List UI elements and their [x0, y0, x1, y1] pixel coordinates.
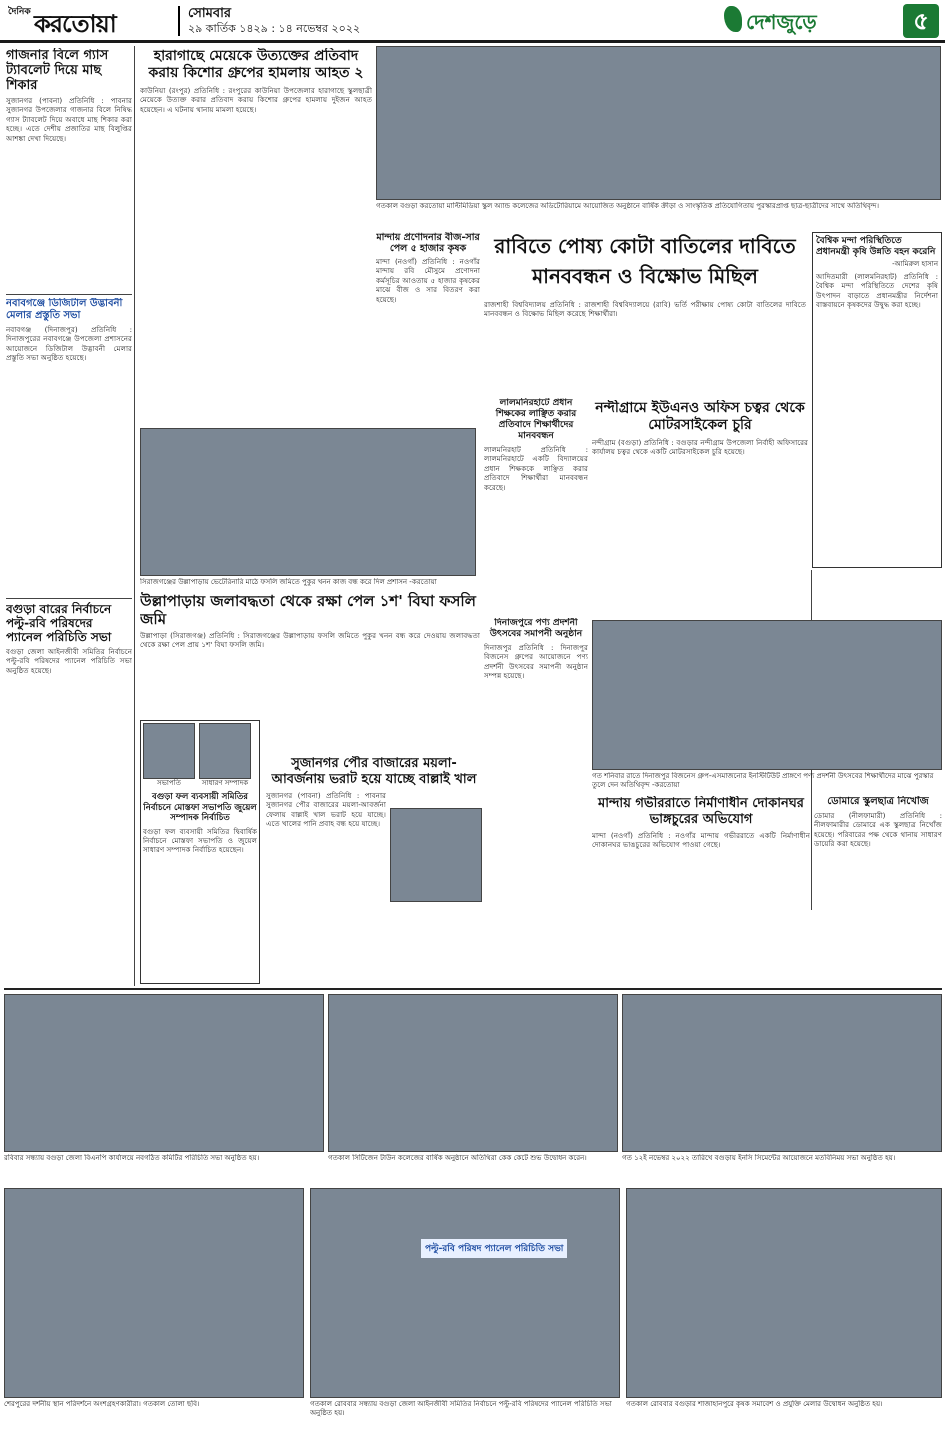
bottom-photo-5 — [310, 1188, 620, 1398]
page-number: ৫ — [903, 4, 939, 38]
article-lalmonirhat — [484, 398, 588, 616]
article-author: -আমিরুল হাসান — [892, 260, 938, 268]
field-photo-caption: সিরাজগঞ্জের উল্লাপাড়ায় ভেটেরিনারি মাঠে ফসলি জমিতে পুকুর খনন কাজ বন্ধ করে দিল প্রশাসন -করতোয়া — [140, 578, 437, 586]
field-photo — [140, 428, 476, 576]
article-headline: বৈশ্বিক মন্দা পরিস্থিতিতে প্রধানমন্ত্রী কৃষি উন্নতি বহন করেনি — [816, 236, 936, 257]
header-rule — [0, 40, 945, 43]
canal-photo — [390, 808, 482, 902]
dateline-date: ২৯ কার্তিক ১৪২৯ : ১৪ নভেম্বর ২০২২ — [188, 22, 361, 35]
article-body: নবাবগঞ্জ (দিনাজপুর) প্রতিনিধি : দিনাজপুরের নবাবগঞ্জে উপজেলা প্রশাসনের আয়োজনে ডিজিটাল উদ্ভাবনী মেলার প্রস্তুতি সভা অনুষ্ঠিত হয়েছে। — [6, 325, 132, 363]
fair-photo — [592, 620, 942, 770]
bottom-photo-1 — [4, 994, 324, 1152]
article-body: নন্দীগ্রাম (বগুড়া) প্রতিনিধি : বগুড়ার নন্দীগ্রাম উপজেলা নির্বাহী অফিসারের কার্যালয় চত্বর থেকে একটি মোটরসাইকেল চুরি হয়েছে। — [592, 438, 808, 457]
article-headline: বগুড়া বারের নির্বাচনে পল্টু-রবি পরিষদের প্যানেল পরিচিতি সভা — [6, 602, 112, 644]
article-headline: নবাবগঞ্জে ডিজিটাল উদ্ভাবনী মেলার প্রস্তুতি সভা — [6, 298, 123, 321]
article-manda-seed — [376, 232, 480, 428]
article-rabi-headline — [484, 234, 806, 298]
article-headline: বগুড়া ফল ব্যবসায়ী সমিতির নির্বাচনে মোস্তফা সভাপতি জুয়েল সম্পাদক নির্বাচিত — [143, 792, 257, 823]
article-headline: মান্দায় গভীররাতে নির্মাণাধীন দোকানঘর ভাঙ্গচুরের অভিযোগ — [598, 796, 804, 827]
article-headline: রাবিতে পোষ্য কোটা বাতিলের দাবিতে — [494, 234, 796, 258]
portrait-caption: সভাপতি — [157, 779, 181, 787]
article-nababganj — [6, 298, 132, 496]
article-headline: নন্দীগ্রামে ইউএনও অফিস চত্বর থেকে মোটরসাইকেল চুরি — [595, 400, 805, 433]
bottom-photo-3 — [622, 994, 942, 1152]
article-body: বগুড়া জেলা আইনজীবী সমিতির নির্বাচনে পল্টু-রবি পরিষদের প্যানেল পরিচিতি সভা অনুষ্ঠিত হয়েছে। — [6, 647, 132, 675]
article-manda — [592, 796, 810, 984]
masthead-small: দৈনিক — [8, 7, 31, 17]
masthead-title: করতোয়া — [34, 10, 116, 38]
column-rule — [134, 46, 135, 986]
article-body: দিনাজপুর প্রতিনিধি : দিনাজপুর বিজনেস গ্রুপের আয়োজনে পণ্য প্রদর্শনী উৎসবের সমাপনী অনুষ্ঠান সম্পন্ন হয়েছে। — [484, 643, 588, 681]
portrait-president — [143, 723, 195, 788]
masthead-divider — [178, 6, 180, 36]
article-dinajpur-fair — [484, 618, 588, 984]
article-headline: সুজানগর পৌর বাজারের ময়লা-আবর্জনায় ভরাট হয়ে যাচ্ছে বাল্লাই খাল — [271, 756, 477, 787]
portrait-secretary — [199, 723, 251, 788]
article-global — [812, 232, 942, 568]
bottom-caption-1: রবিবার সন্ধ্যায় বগুড়া জেলা বিএনপি কার্যালয়ে নবগঠিত কমিটির পরিচিতি সভা অনুষ্ঠিত হয়। — [4, 1154, 260, 1162]
article-body: বগুড়া ফল ব্যবসায়ী সমিতির দ্বিবার্ষিক নির্বাচনে মোস্তফা সভাপতি ও জুয়েল সাধারণ সম্পাদক নির্বাচিত হয়েছেন। — [143, 826, 257, 855]
section-divider — [4, 988, 942, 990]
portrait-caption: সাধারণ সম্পাদক — [201, 779, 249, 787]
bottom-photo-6 — [626, 1188, 942, 1398]
bottom-caption-2: গতকাল সিটিজেন টাউন কলেজের বার্ষিক অনুষ্ঠানে অতিথিরা কেক কেটে শুভ উদ্বোধন করেন। — [328, 1154, 587, 1162]
article-gajnar — [6, 48, 132, 292]
bottom-caption-6: গতকাল রোববার বগুড়ার শাজাহানপুরে কৃষক সমাবেশ ও প্রযুক্তি মেলার উদ্বোধন অনুষ্ঠিত হয়। — [626, 1400, 883, 1408]
bottom-photo-4 — [4, 1188, 304, 1398]
article-body: কাউনিয়া (রংপুর) প্রতিনিধি : রংপুরের কাউনিয়া উপজেলার হারাগাছে স্কুলছাত্রী মেয়েকে উত্যক্ত করার প্রতিবাদ করায় কিশোর গ্রুপের হামলায় দুইজন আহত হয়েছেন। এ ঘটনায় থানায় মামলা হয়েছে। — [140, 86, 372, 114]
masthead — [8, 4, 168, 38]
article-kishore — [140, 48, 372, 424]
article-domar — [814, 796, 942, 984]
fair-photo-caption: গত শনিবার রাতে দিনাজপুর বিজনেস গ্রুপ-এসমাজনোর ইনস্টিটিউট প্রাঙ্গণে পণ্য প্রদর্শনী উৎসবের শিক্ষার্থীদের মাঝে পুরস্কার তুলে দেন অতিথিবৃন্দ -করতোয়া — [592, 772, 934, 789]
article-body: লালমনিরহাট প্রতিনিধি : লালমনিরহাটে একটি বিদ্যালয়ের প্রধান শিক্ষককে লাঞ্ছিত করার প্রতিবাদে শিক্ষার্থীরা মানববন্ধন করেছে। — [484, 445, 588, 492]
article-headline: মান্দায় প্রণোদনার বীজ-সার পেল ৫ হাজার কৃষক — [376, 232, 480, 254]
article-body: সুজানগর (পাবনা) প্রতিনিধি : পাবনার সুজানগর পৌর বাজারের ময়লা-আবর্জনা ফেলায় বাল্লাই খাল ভরাট হয়ে যাচ্ছে। এতে খালের পানি প্রবাহ বন্ধ হয়ে যাচ্ছে। — [266, 791, 386, 829]
article-sujanagar — [266, 756, 482, 984]
article-body: ডোমার (নীলফামারী) প্রতিনিধি : নীলফামারীর ডোমারে এক স্কুলছাত্র নিখোঁজ হয়েছে। পরিবারের পক্ষ থেকে থানায় সাধারণ ডায়েরি করা হয়েছে। — [814, 811, 942, 849]
article-nandigram — [592, 400, 808, 616]
bottom-photo-2 — [328, 994, 618, 1152]
bangladesh-map-icon — [724, 6, 742, 32]
article-headline: উল্লাপাড়ায় জলাবদ্ধতা থেকে রক্ষা পেল ১শ' বিঘা ফসলি জমি — [140, 592, 476, 628]
article-headline-2: মানববন্ধন ও বিক্ষোভ মিছিল — [532, 264, 758, 288]
article-election — [140, 720, 260, 984]
bottom-caption-5: গতকাল রোববার সন্ধ্যায় বগুড়া জেলা আইনজীবী সমিতির নির্বাচনে পল্টু-রবি পরিষদের প্যানেল পরিচিতি সভা অনুষ্ঠিত হয়। — [310, 1400, 612, 1417]
divider — [6, 598, 132, 599]
photo-banner-text: পল্টু-রবি পরিষদ প্যানেল পরিচিতি সভা — [421, 1239, 567, 1258]
article-body: মান্দা (নওগাঁ) প্রতিনিধি : নওগাঁর মান্দায় গভীররাতে একটি নির্মাণাধীন দোকানঘর ভাঙচুরের অভিযোগ পাওয়া গেছে। — [592, 831, 810, 850]
section-label: দেশজুড়ে — [746, 10, 817, 34]
article-headline: দিনাজপুরে পণ্য প্রদর্শনী উৎসবের সমাপনী অনুষ্ঠান — [489, 618, 583, 639]
article-body: আদিতমারী (লালমনিরহাট) প্রতিনিধি : বৈশ্বিক মন্দা পরিস্থিতিতে দেশের কৃষি উৎপাদন বাড়াতে প্রধানমন্ত্রীর নির্দেশনা বাস্তবায়নে কৃষকদের উদ্বুদ্ধ করা হচ্ছে। — [816, 272, 938, 310]
article-rabi-body: রাজশাহী বিশ্ববিদ্যালয় প্রতিনিধি : রাজশাহী বিশ্ববিদ্যালয়ে (রাবি) ভর্তি পরীক্ষায় পোষ্য কোটা বাতিলের দাবিতে মানববন্ধন ও বিক্ষোভ মিছিল করেছে শিক্ষার্থীরা। — [484, 300, 806, 319]
top-photo-caption: গতকাল বগুড়া করতোয়া মাল্টিমিডিয়া স্কুল অ্যান্ড কলেজের অডিটোরিয়ামে আয়োজিত অনুষ্ঠানে বার্ষিক ক্রীড়া ও সাংস্কৃতিক প্রতিযোগিতায় পুরস্কারপ্রাপ্ত ছাত্র-ছাত্রীদের সাথে অতিথিবৃন্দ। — [376, 202, 879, 210]
article-headline: হারাগাছে মেয়েকে উত্যক্তের প্রতিবাদ করায় কিশোর গ্রুপের হামলায় আহত ২ — [148, 48, 364, 81]
divider — [6, 294, 132, 295]
dateline — [188, 6, 438, 36]
section-header — [720, 2, 945, 40]
article-headline: লালমনিরহাটে প্রধান শিক্ষকের লাঞ্ছিত করার প্রতিবাদে শিক্ষার্থীদের মানববন্ধন — [495, 398, 577, 441]
dateline-day: সোমবার — [188, 6, 232, 21]
article-headline: গাজনার বিলে গ্যাস ট্যাবলেট দিয়ে মাছ শিকার — [6, 48, 109, 93]
article-headline: ডোমারে স্কুলছাত্র নিখোঁজ — [827, 796, 929, 807]
article-body: মান্দা (নওগাঁ) প্রতিনিধি : নওগাঁর মান্দায় রবি মৌসুমে প্রণোদনা কর্মসূচির আওতায় ৫ হাজার কৃষকের মাঝে বীজ ও সার বিতরণ করা হয়েছে। — [376, 257, 480, 304]
article-bogra-bar — [6, 602, 132, 982]
bottom-caption-3: গত ১২ই নভেম্বর ২০২২ তারিখে বগুড়ায় ইনসি সিমেন্টের আয়োজনে মতবিনিময় সভা অনুষ্ঠিত হয়। — [622, 1154, 896, 1162]
article-body: সুজানগর (পাবনা) প্রতিনিধি : পাবনার সুজানগর উপজেলার গাজনার বিলে নিষিদ্ধ গ্যাস ট্যাবলেট দিয়ে অবাধে মাছ শিকার করা হচ্ছে। এতে দেশীয় প্রজাতির মাছ বিলুপ্তির আশঙ্কা দেখা দিয়েছে। — [6, 96, 132, 143]
article-body: উল্লাপাড়া (সিরাজগঞ্জ) প্রতিনিধি : সিরাজগঞ্জের উল্লাপাড়ায় ফসলি জমিতে পুকুর খনন বন্ধ করে দেওয়ায় জলাবদ্ধতা থেকে রক্ষা পেল প্রায় ১শ' বিঘা ফসলি জমি। — [140, 631, 480, 650]
bottom-caption-4: শেরপুরের দর্শনীয় স্থান পরিদর্শনে অংশগ্রহণকারীরা। গতকাল তোলা ছবি। — [4, 1400, 200, 1408]
top-photo — [376, 46, 941, 200]
